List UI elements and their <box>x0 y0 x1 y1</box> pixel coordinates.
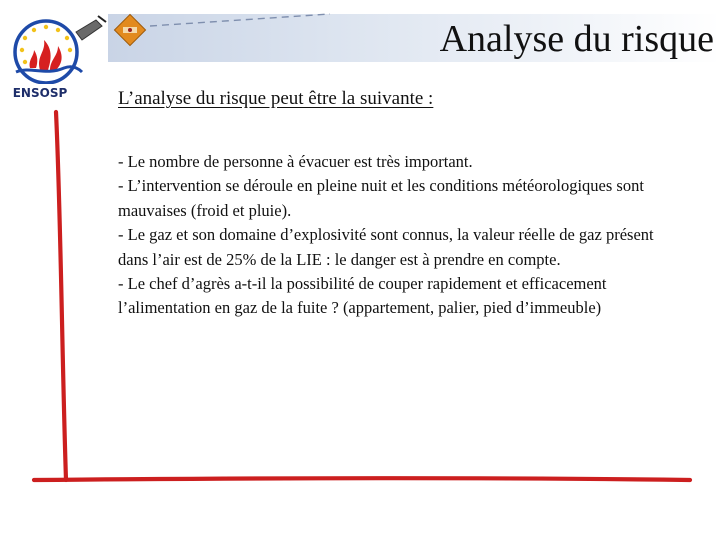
bullet-gas-danger: - Le gaz et son domaine d’explosivité sont connus, la valeur réelle de gaz présent dans l’air est de 25% de la LIE : le danger est à prendre en compte. <box>118 225 654 269</box>
bullet-evacuation: - Le nombre de personne à évacuer est très important. <box>118 152 473 171</box>
bullet-gas-shutoff: - Le chef d’agrès a-t-il la possibilité de couper rapidement et efficacement l’alimentation en gaz de la fuite ? (appartement, palier, pied d’immeuble) <box>118 274 607 318</box>
page-title: Analyse du risque <box>439 18 714 60</box>
logo-text: ENSOSP <box>12 86 68 100</box>
intro-heading: L’analyse du risque peut être la suivante : <box>118 88 434 109</box>
ensosp-logo <box>6 10 110 102</box>
body-text <box>118 150 678 321</box>
bullet-conditions: - L’intervention se déroule en pleine nuit et les conditions météorologiques sont mauvaises (froid et pluie). <box>118 176 644 220</box>
ensosp-logo-icon <box>6 10 110 102</box>
